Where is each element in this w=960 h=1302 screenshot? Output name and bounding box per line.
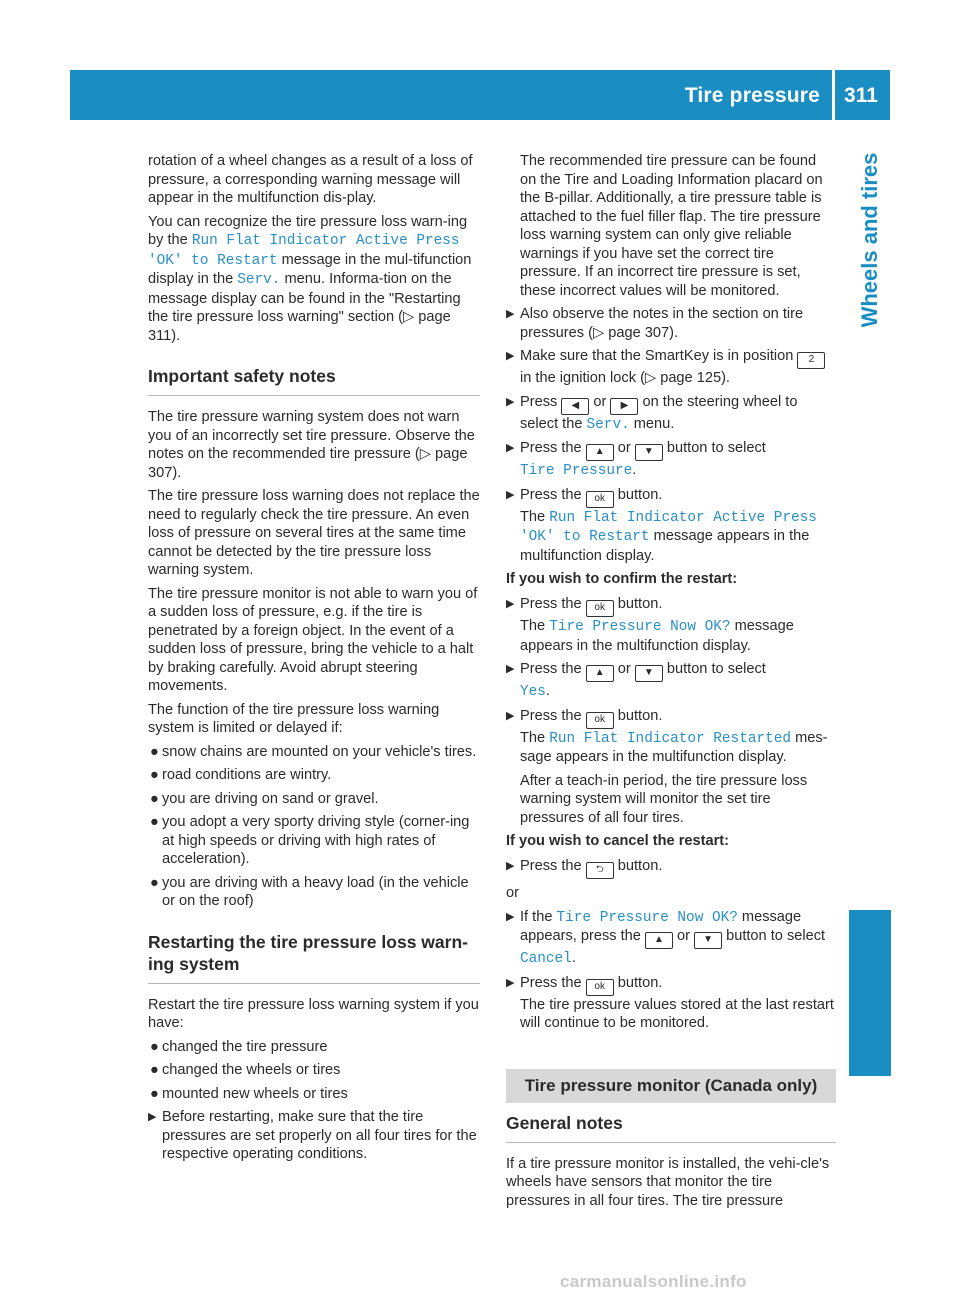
step-arrow-icon: ▶ — [506, 860, 515, 872]
step-arrow-icon: ▶ — [148, 1111, 157, 1123]
left-column — [148, 152, 480, 1169]
instruction-step: ▶ Press the ▲ or ▼ button to select Tire Pressure. — [506, 440, 766, 479]
subheading-confirm: If you wish to confirm the restart: — [506, 571, 738, 587]
step-arrow-icon: ▶ — [506, 350, 515, 362]
chapter-marker-block — [849, 910, 891, 1076]
page-number: 311 — [844, 84, 878, 107]
ignition-position-2-icon: 2 — [797, 352, 825, 369]
up-button-icon: ▲ — [645, 932, 673, 949]
instruction-step: ▶ Press ◀ or ▶ on the steering wheel to select the Serv. menu. — [506, 393, 798, 433]
menu-name: Serv. — [237, 272, 281, 288]
list-item: ● mounted new wheels or tires — [150, 1085, 348, 1102]
back-button-icon: ⮌ — [586, 862, 614, 879]
watermark: carmanualsonline.info — [560, 1272, 747, 1291]
instruction-step: ▶ Press the ok button. The Run Flat Indicator Restarted mes-sage appears in the multifunction display. — [506, 707, 828, 765]
list-item: ● changed the wheels or tires — [150, 1062, 341, 1078]
paragraph: The function of the tire pressure loss warning system is limited or delayed if: — [148, 701, 440, 736]
ok-button-icon: ok — [586, 979, 614, 996]
page-title: Tire pressure — [684, 84, 820, 107]
section-heading-restarting: Restarting the tire pressure loss warn-ing system — [148, 931, 480, 984]
paragraph: rotation of a wheel changes as a result of a loss of pressure, a corresponding warning message will appear in the multifunction dis-play. — [148, 153, 473, 206]
up-button-icon: ▲ — [586, 665, 614, 682]
step-arrow-icon: ▶ — [506, 442, 515, 454]
left-button-icon: ◀ — [561, 398, 589, 415]
menu-item-name: Yes — [520, 684, 546, 700]
instruction-step: ▶ Press the ok button. The Tire Pressure Now OK? message appears in the multifunction display. — [506, 596, 794, 654]
step-arrow-icon: ▶ — [506, 709, 515, 722]
menu-item-name: Cancel — [520, 951, 572, 967]
section-heading-general: General notes — [506, 1113, 836, 1143]
menu-name: Serv. — [586, 416, 630, 433]
step-arrow-icon: ▶ — [506, 976, 515, 989]
display-message: Run Flat Indicator Active Press 'OK' to Restart — [520, 509, 817, 545]
list-item: ● changed the tire pressure — [150, 1038, 328, 1055]
paragraph: The tire pressure loss warning does not replace the need to regularly check the tire pressure. An even loss of pressure on several tires at the same time cannot be detected by the tire pressure loss warning system. — [148, 488, 480, 578]
list-item: ● snow chains are mounted on your vehicle's tires. — [150, 743, 477, 760]
paragraph: The tire pressure warning system does not warn you of an incorrectly set tire pressure. Observe the notes on the recommended tire pressure (▷ page 307). — [148, 409, 475, 481]
step-arrow-icon: ▶ — [506, 395, 515, 408]
down-button-icon: ▼ — [635, 444, 663, 461]
down-button-icon: ▼ — [635, 665, 663, 682]
menu-item-name: Tire Pressure — [520, 463, 633, 479]
paragraph: After a teach-in period, the tire pressure loss warning system will monitor the set tire pressures of all four tires. — [520, 772, 808, 826]
right-column — [506, 152, 836, 1215]
instruction-step: ▶ Press the ▲ or ▼ button to select Yes. — [506, 661, 766, 700]
paragraph: The tire pressure monitor is not able to warn you of a sudden loss of pressure, e.g. if the tire is penetrated by a foreign object. In the event of a sudden loss of pressure, bring the vehicle to a halt by braking carefully. Avoid abrupt steering movements. — [148, 585, 478, 694]
display-message: Tire Pressure Now OK? — [549, 619, 731, 635]
instruction-step: ▶ If the Tire Pressure Now OK? message appears, press the ▲ or ▼ button to select Cancel. — [506, 908, 826, 967]
list-item: ● you adopt a very sporty driving style (corner-ing at high speeds or driving with high rates of acceleration). — [150, 814, 470, 867]
instruction-step: ▶ Press the ok button. The tire pressure values stored at the last restart will continue to be monitored. — [506, 974, 834, 1031]
ok-button-icon: ok — [586, 491, 614, 508]
subheading-cancel: If you wish to cancel the restart: — [506, 833, 730, 849]
list-item: ● road conditions are wintry. — [150, 767, 332, 783]
ok-button-icon: ok — [586, 600, 614, 617]
up-button-icon: ▲ — [586, 444, 614, 461]
display-message: Run Flat Indicator Active Press 'OK' to Restart — [148, 233, 460, 269]
step-arrow-icon: ▶ — [506, 308, 515, 320]
step-arrow-icon: ▶ — [506, 598, 515, 610]
instruction-step: ▶ Press the ⮌ button. — [506, 857, 836, 879]
page-header-bar — [70, 70, 890, 120]
step-arrow-icon: ▶ — [506, 488, 515, 501]
chapter-side-tab — [849, 152, 891, 1278]
instruction-step: ▶ Before restarting, make sure that the tire pressures are set properly on all four tires for the respective operating conditions. — [148, 1109, 477, 1162]
header-divider — [832, 70, 835, 120]
paragraph: You can recognize the tire pressure loss warn-ing by the Run Flat Indicator Active Press 'OK' to Restart message in the mul-tifunction display in the Serv. menu. Informa-tion on the message display can be found in the "Restarting the tire pressure loss warning" section (▷ page 311). — [148, 213, 472, 344]
section-heading-safety: Important safety notes — [148, 365, 480, 396]
down-button-icon: ▼ — [694, 932, 722, 949]
instruction-step: ▶ Also observe the notes in the section on tire pressures (▷ page 307). — [506, 306, 804, 341]
list-item: ● you are driving with a heavy load (in the vehicle or on the roof) — [150, 874, 469, 909]
display-message: Run Flat Indicator Restarted — [549, 730, 792, 747]
chapter-label: Wheels and tires — [857, 152, 882, 328]
paragraph: Restart the tire pressure loss warning system if you have: — [148, 996, 479, 1031]
right-button-icon: ▶ — [610, 398, 638, 415]
paragraph: The recommended tire pressure can be found on the Tire and Loading Information placard on the B-pillar. Additionally, a tire pressure table is attached to the fuel filler flap. The tire pressure loss warning system can only give reliable warnings if you have set the correct tire pressure. If an incorrect tire pressure is set, these incorrect values will be monitored. — [520, 153, 823, 299]
display-message: Tire Pressure Now OK? — [556, 909, 738, 926]
or-text: or — [506, 885, 519, 901]
list-item: ● you are driving on sand or gravel. — [150, 790, 379, 807]
paragraph: If a tire pressure monitor is installed, the vehi-cle's wheels have sensors that monitor the tire pressures in all four tires. The tire pressure — [506, 1155, 830, 1209]
instruction-step: ▶ Make sure that the SmartKey is in position 2 in the ignition lock (▷ page 125). — [506, 347, 836, 388]
step-arrow-icon: ▶ — [506, 663, 515, 675]
ok-button-icon: ok — [586, 712, 614, 729]
step-arrow-icon: ▶ — [506, 910, 515, 923]
instruction-step: ▶ Press the ok button. The Run Flat Indicator Active Press 'OK' to Restart message appears in the multifunction display. — [506, 486, 817, 564]
section-band-heading: Tire pressure monitor (Canada only) — [506, 1069, 836, 1103]
